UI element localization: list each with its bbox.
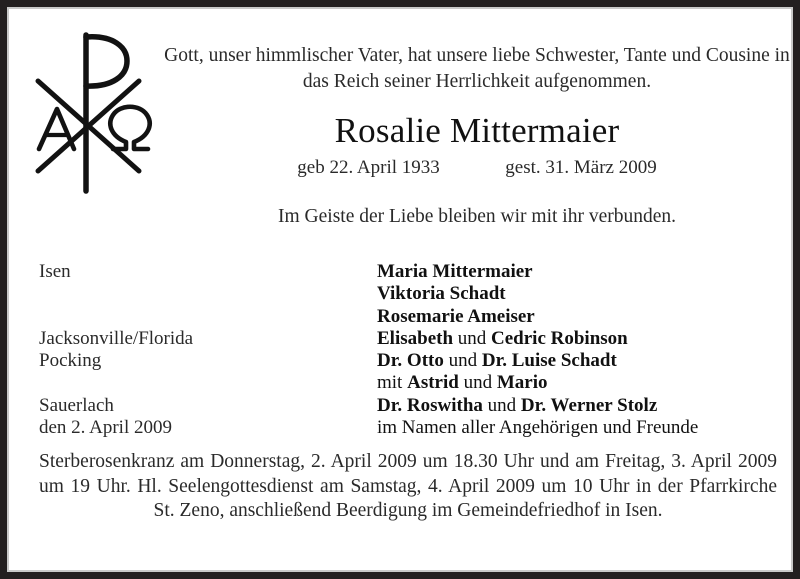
verse-top: Gott, unser himmlischer Vater, hat unsere liebe Schwester, Tante und Cousine in das Reich seiner Herrlichkeit aufgenommen.: [164, 45, 790, 92]
mourner-row: [39, 372, 779, 394]
mourner-place: den 2. April 2009: [39, 417, 172, 439]
mourner-name: Cedric Robinson: [491, 327, 628, 349]
verse-middle: Im Geiste der Liebe bleiben wir mit ihr verbunden.: [278, 206, 676, 227]
birth-date: geb 22. April 1933: [297, 157, 440, 178]
mourner-row: [39, 283, 779, 305]
mourners-list: [39, 261, 779, 439]
mourner-row: [39, 328, 779, 350]
notice-inner: [7, 7, 793, 572]
mourner-names: [377, 261, 779, 283]
mourner-name: Elisabeth: [377, 327, 454, 349]
mourner-connector: und: [458, 372, 497, 394]
funeral-details: Sterberosenkranz am Donnerstag, 2. April 2009 um 18.30 Uhr und am Freitag, 3. April 2009 um 19 Uhr. Hl. Seelengottesdienst am Samstag, 4. April 2009 um 10 Uhr in der Pfarrkirche St. Zeno, anschließend Beerdigung im Gemeindefriedhof in Isen.: [39, 451, 777, 521]
mourner-name: Astrid: [407, 372, 459, 394]
mourner-name: Viktoria Schadt: [377, 283, 506, 305]
mourner-name: Dr. Werner Stolz: [520, 394, 658, 416]
mourner-name: Dr. Roswitha: [377, 394, 483, 416]
mourner-row: [39, 417, 779, 439]
deceased-name: Rosalie Mittermaier: [334, 111, 620, 150]
mourner-connector: mit: [377, 372, 408, 394]
mourner-names: [377, 395, 779, 417]
mourner-connector: und: [443, 350, 482, 372]
life-dates: [157, 157, 797, 179]
mourner-row: [39, 395, 779, 417]
mourner-names: [377, 417, 779, 439]
mourner-row: [39, 350, 779, 372]
mourner-name: Dr. Luise Schadt: [481, 350, 617, 372]
mourner-place: Jacksonville/Florida: [39, 327, 194, 349]
mourner-row: [39, 261, 779, 283]
mourner-name: Rosemarie Ameiser: [377, 305, 535, 327]
mourner-connector: und: [482, 394, 521, 416]
mourner-name: Maria Mittermaier: [377, 261, 533, 282]
mourner-row: [39, 306, 779, 328]
mourner-connector: und: [453, 327, 492, 349]
mourner-name: Mario: [496, 372, 548, 394]
mourner-name: Dr. Otto: [377, 350, 444, 372]
mourner-connector: im Namen aller Angehörigen und Freunde: [377, 417, 699, 439]
mourner-place: Sauerlach: [39, 394, 114, 416]
mourner-names: [377, 328, 779, 350]
mourner-place: Pocking: [39, 350, 102, 372]
mourner-names: [377, 306, 779, 328]
mourner-place: Isen: [39, 261, 71, 282]
mourner-names: [377, 283, 779, 305]
mourner-names: [377, 372, 779, 394]
death-date: gest. 31. März 2009: [505, 157, 657, 178]
mourner-names: [377, 350, 779, 372]
